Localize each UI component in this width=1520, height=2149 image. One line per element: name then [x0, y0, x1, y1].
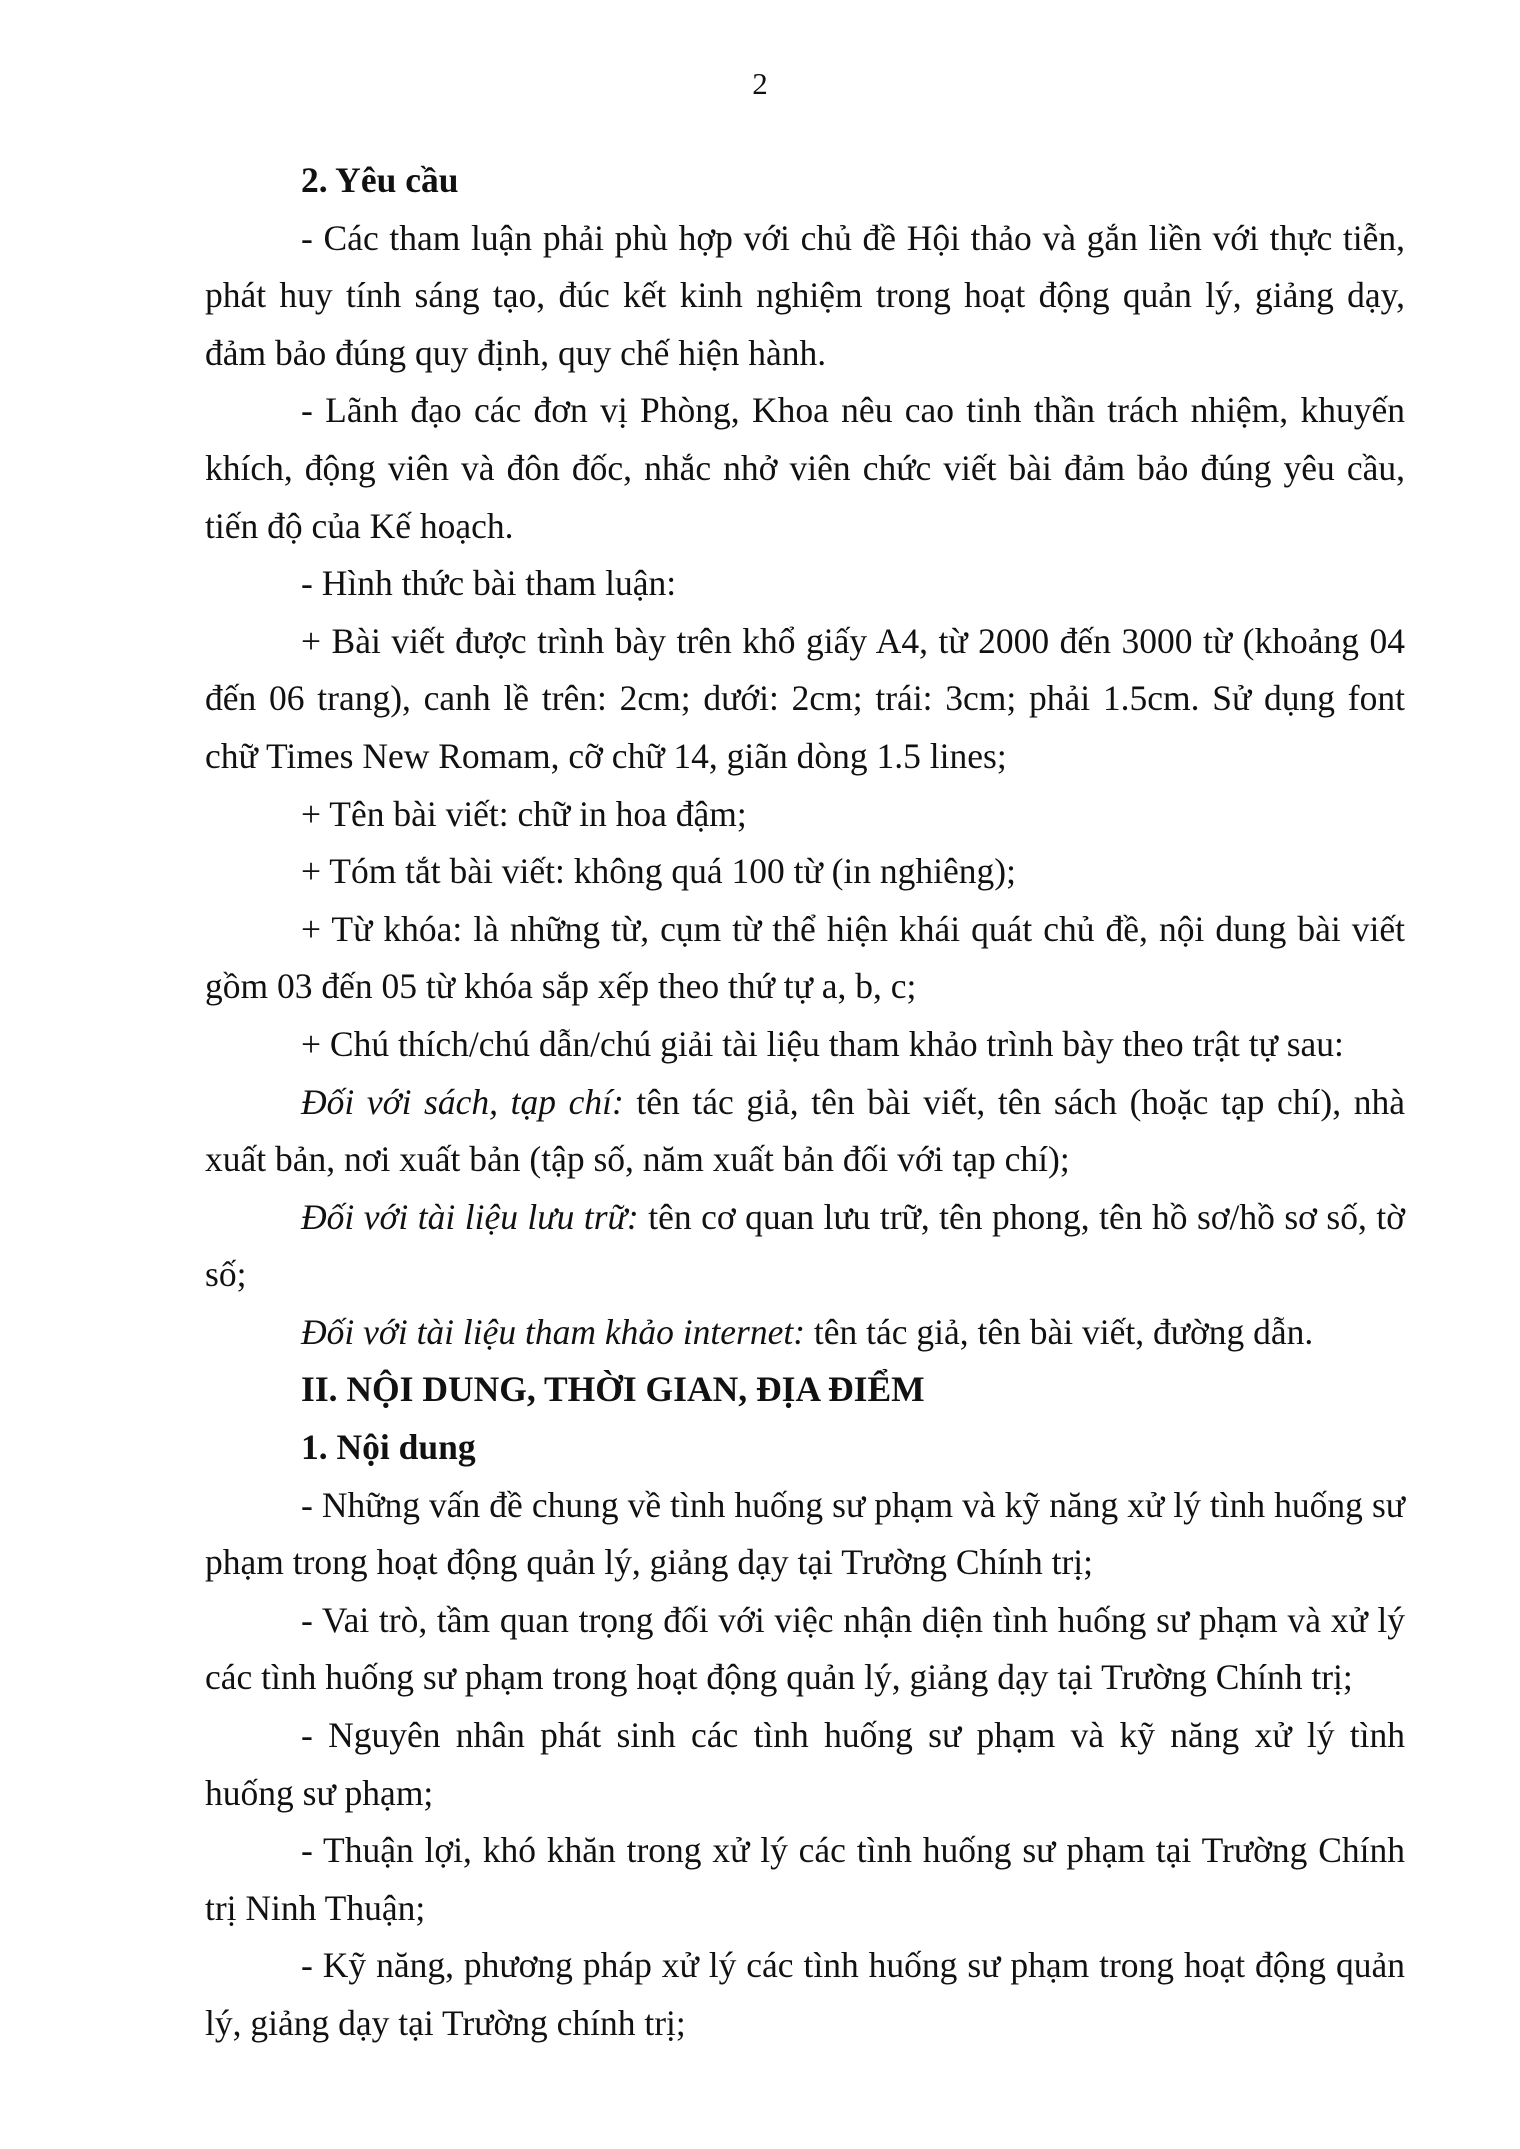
- paragraph-leadership: - Lãnh đạo các đơn vị Phòng, Khoa nêu cao tinh thần trách nhiệm, khuyến khích, động viên và đôn đốc, nhắc nhở viên chức viết bài đảm bảo đúng yêu cầu, tiến độ của Kế hoạch.: [205, 390, 1405, 546]
- paragraph-article-title: + Tên bài viết: chữ in hoa đậm;: [301, 793, 747, 834]
- subheading-content: 1. Nội dung: [301, 1427, 476, 1468]
- ref-books-text: tên tác giả, tên bài viết, tên sách (hoặc tạp chí), nhà xuất bản, nơi xuất bản (tập số, năm xuất bản đối với tạp chí);: [205, 1081, 1405, 1180]
- ref-books-label: Đối với sách, tạp chí:: [301, 1081, 624, 1122]
- ref-archive-label: Đối với tài liệu lưu trữ:: [301, 1196, 639, 1237]
- paragraph-ref-archive: [205, 1189, 1405, 1304]
- content-item-advantages: - Thuận lợi, khó khăn trong xử lý các tình huống sư phạm tại Trường Chính trị Ninh Thuận;: [205, 1830, 1405, 1928]
- content-item-role-importance: - Vai trò, tầm quan trọng đối với việc nhận diện tình huống sư phạm và xử lý các tình huống sư phạm trong hoạt động quản lý, giảng dạy tại Trường Chính trị;: [205, 1599, 1405, 1698]
- ref-archive-text: tên cơ quan lưu trữ, tên phong, tên hồ sơ/hồ sơ số, tờ số;: [205, 1196, 1405, 1295]
- paragraph-topic-fit: - Các tham luận phải phù hợp với chủ đề Hội thảo và gắn liền với thực tiễn, phát huy tính sáng tạo, đúc kết kinh nghiệm trong hoạt động quản lý, giảng dạy, đảm bảo đúng quy định, quy chế hiện hành.: [205, 217, 1405, 373]
- heading-content-time-place: II. NỘI DUNG, THỜI GIAN, ĐỊA ĐIỂM: [301, 1369, 925, 1410]
- ref-internet-label: Đối với tài liệu tham khảo internet:: [301, 1311, 806, 1352]
- ref-internet-text: tên tác giả, tên bài viết, đường dẫn.: [805, 1311, 1314, 1352]
- content-item-causes: - Nguyên nhân phát sinh các tình huống sư phạm và kỹ năng xử lý tình huống sư phạm;: [205, 1715, 1405, 1813]
- content-item-skills-methods: - Kỹ năng, phương pháp xử lý các tình huống sư phạm trong hoạt động quản lý, giảng dạy tại Trường chính trị;: [205, 1945, 1405, 2043]
- paragraph-keywords: + Từ khóa: là những từ, cụm từ thể hiện khái quát chủ đề, nội dung bài viết gồm 03 đến 05 từ khóa sắp xếp theo thứ tự a, b, c;: [205, 908, 1405, 1007]
- paragraph-abstract: + Tóm tắt bài viết: không quá 100 từ (in nghiêng);: [301, 851, 1016, 892]
- paragraph-ref-internet: [205, 1304, 1405, 1362]
- content-item-general-issues: - Những vấn đề chung về tình huống sư phạm và kỹ năng xử lý tình huống sư phạm trong hoạt động quản lý, giảng dạy tại Trường Chính trị;: [205, 1484, 1405, 1583]
- heading-requirements: 2. Yêu cầu: [301, 160, 459, 200]
- paragraph-page-setup: + Bài viết được trình bày trên khổ giấy A4, từ 2000 đến 3000 từ (khoảng 04 đến 06 trang), canh lề trên: 2cm; dưới: 2cm; trái: 3cm; phải 1.5cm. Sử dụng font chữ Times New Romam, cỡ chữ 14, giãn dòng 1.5 lines;: [205, 620, 1405, 776]
- document-body: [205, 152, 1405, 2053]
- page-number: 2: [752, 66, 768, 101]
- paragraph-ref-books: [205, 1074, 1405, 1189]
- paragraph-format-title: - Hình thức bài tham luận:: [301, 563, 677, 604]
- paragraph-references: + Chú thích/chú dẫn/chú giải tài liệu tham khảo trình bày theo trật tự sau:: [301, 1023, 1344, 1064]
